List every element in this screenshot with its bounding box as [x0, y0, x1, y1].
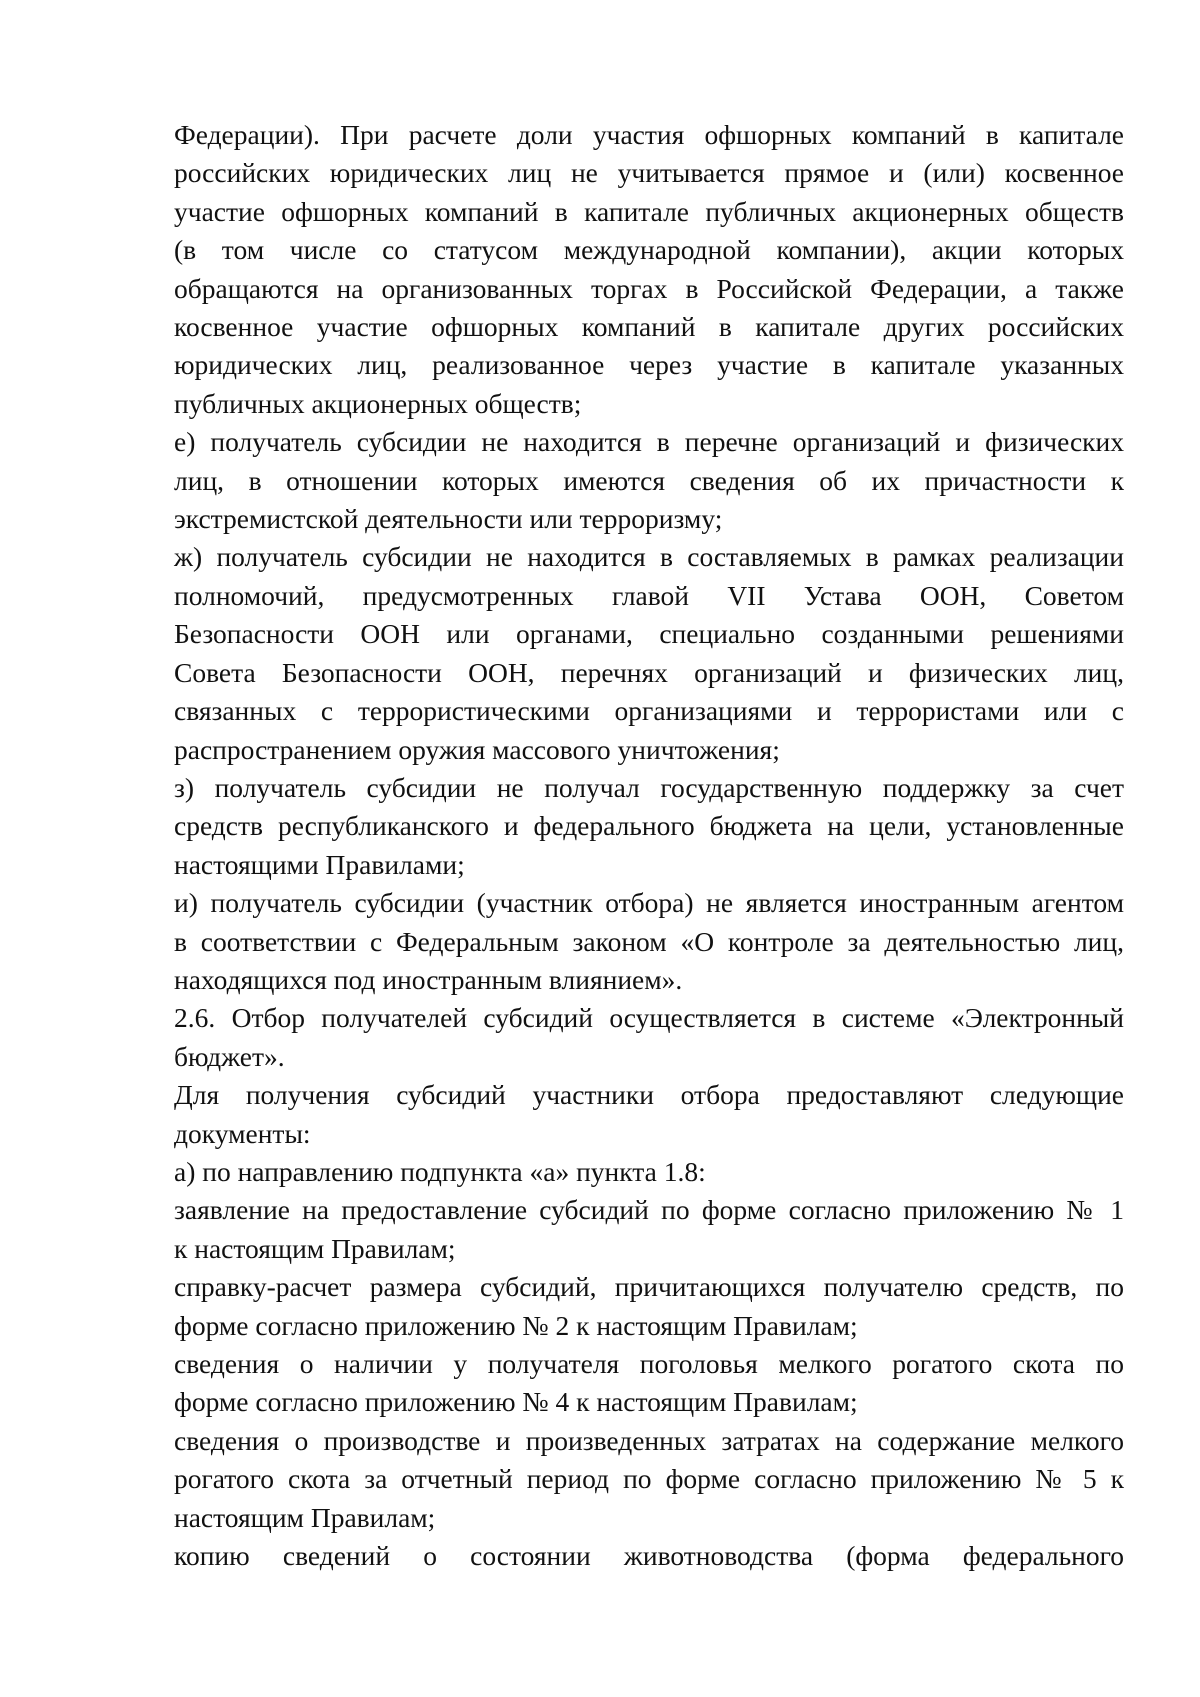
text-line: полномочий, предусмотренных главой VII Устава ООН, Советом — [174, 579, 1124, 611]
text-line: Для получения субсидий участники отбора предоставляют следующие — [174, 1079, 1124, 1111]
text-line: копию сведений о состоянии животноводства (форма федерального — [174, 1540, 1124, 1572]
text-line: бюджет». — [174, 1040, 285, 1072]
paragraph — [174, 999, 1124, 1076]
text-line: рогатого скота за отчетный период по форме согласно приложению № 5 к — [174, 1463, 1124, 1495]
text-line: форме согласно приложению № 4 к настоящим Правилам; — [174, 1386, 858, 1418]
paragraph — [174, 116, 1124, 423]
paragraph — [174, 1422, 1124, 1537]
text-line: форме согласно приложению № 2 к настоящим Правилам; — [174, 1309, 858, 1341]
text-line: настоящими Правилами; — [174, 848, 465, 880]
paragraph — [174, 1537, 1124, 1575]
paragraph — [174, 1345, 1124, 1422]
text-line: экстремистской деятельности или терроризму; — [174, 503, 723, 535]
text-line: документы: — [174, 1117, 311, 1149]
text-line: заявление на предоставление субсидий по форме согласно приложению № 1 — [174, 1194, 1124, 1226]
text-line: косвенное участие офшорных компаний в капитале других российских — [174, 311, 1124, 343]
text-line: ж) получатель субсидии не находится в составляемых в рамках реализации — [174, 541, 1124, 573]
paragraph — [174, 884, 1124, 999]
text-line: Федерации). При расчете доли участия офшорных компаний в капитале — [174, 119, 1124, 150]
text-line: находящихся под иностранным влиянием». — [174, 963, 683, 995]
text-line: лиц, в отношении которых имеются сведения об их причастности к — [174, 464, 1124, 496]
text-line: юридических лиц, реализованное через участие в капитале указанных — [174, 349, 1124, 381]
document-page — [174, 116, 1124, 1575]
text-line: российских юридических лиц не учитывается прямое и (или) косвенное — [174, 157, 1124, 189]
paragraph — [174, 1076, 1124, 1153]
text-line: обращаются на организованных торгах в Российской Федерации, а также — [174, 272, 1124, 304]
text-line: (в том числе со статусом международной компании), акции которых — [174, 234, 1124, 266]
paragraph — [174, 538, 1124, 768]
text-line: в соответствии с Федеральным законом «О контроле за деятельностью лиц, — [174, 925, 1124, 957]
text-line: Совета Безопасности ООН, перечнях организаций и физических лиц, — [174, 656, 1124, 688]
text-line: е) получатель субсидии не находится в перечне организаций и физических — [174, 426, 1124, 458]
text-line: средств республиканского и федерального бюджета на цели, установленные — [174, 810, 1124, 842]
paragraph — [174, 1153, 1124, 1191]
text-line: справку-расчет размера субсидий, причитающихся получателю средств, по — [174, 1271, 1124, 1303]
text-line: а) по направлению подпункта «а» пункта 1.8: — [174, 1155, 706, 1187]
text-line: сведения о производстве и произведенных затратах на содержание мелкого — [174, 1424, 1124, 1456]
text-line: и) получатель субсидии (участник отбора) не является иностранным агентом — [174, 887, 1124, 919]
text-line: участие офшорных компаний в капитале публичных акционерных обществ — [174, 195, 1124, 227]
text-line: настоящим Правилам; — [174, 1501, 436, 1533]
paragraph — [174, 769, 1124, 884]
text-line: сведения о наличии у получателя поголовья мелкого рогатого скота по — [174, 1348, 1124, 1379]
text-line: к настоящим Правилам; — [174, 1232, 456, 1264]
text-line: 2.6. Отбор получателей субсидий осуществляется в системе «Электронный — [174, 1002, 1124, 1034]
paragraph — [174, 423, 1124, 538]
text-line: Безопасности ООН или органами, специально созданными решениями — [174, 618, 1124, 650]
text-line: связанных с террористическими организациями и террористами или с — [174, 695, 1124, 727]
text-line: з) получатель субсидии не получал государственную поддержку за счет — [174, 771, 1124, 803]
text-line: публичных акционерных обществ; — [174, 387, 582, 419]
paragraph — [174, 1191, 1124, 1268]
paragraph — [174, 1268, 1124, 1345]
text-line: распространением оружия массового уничтожения; — [174, 733, 780, 765]
